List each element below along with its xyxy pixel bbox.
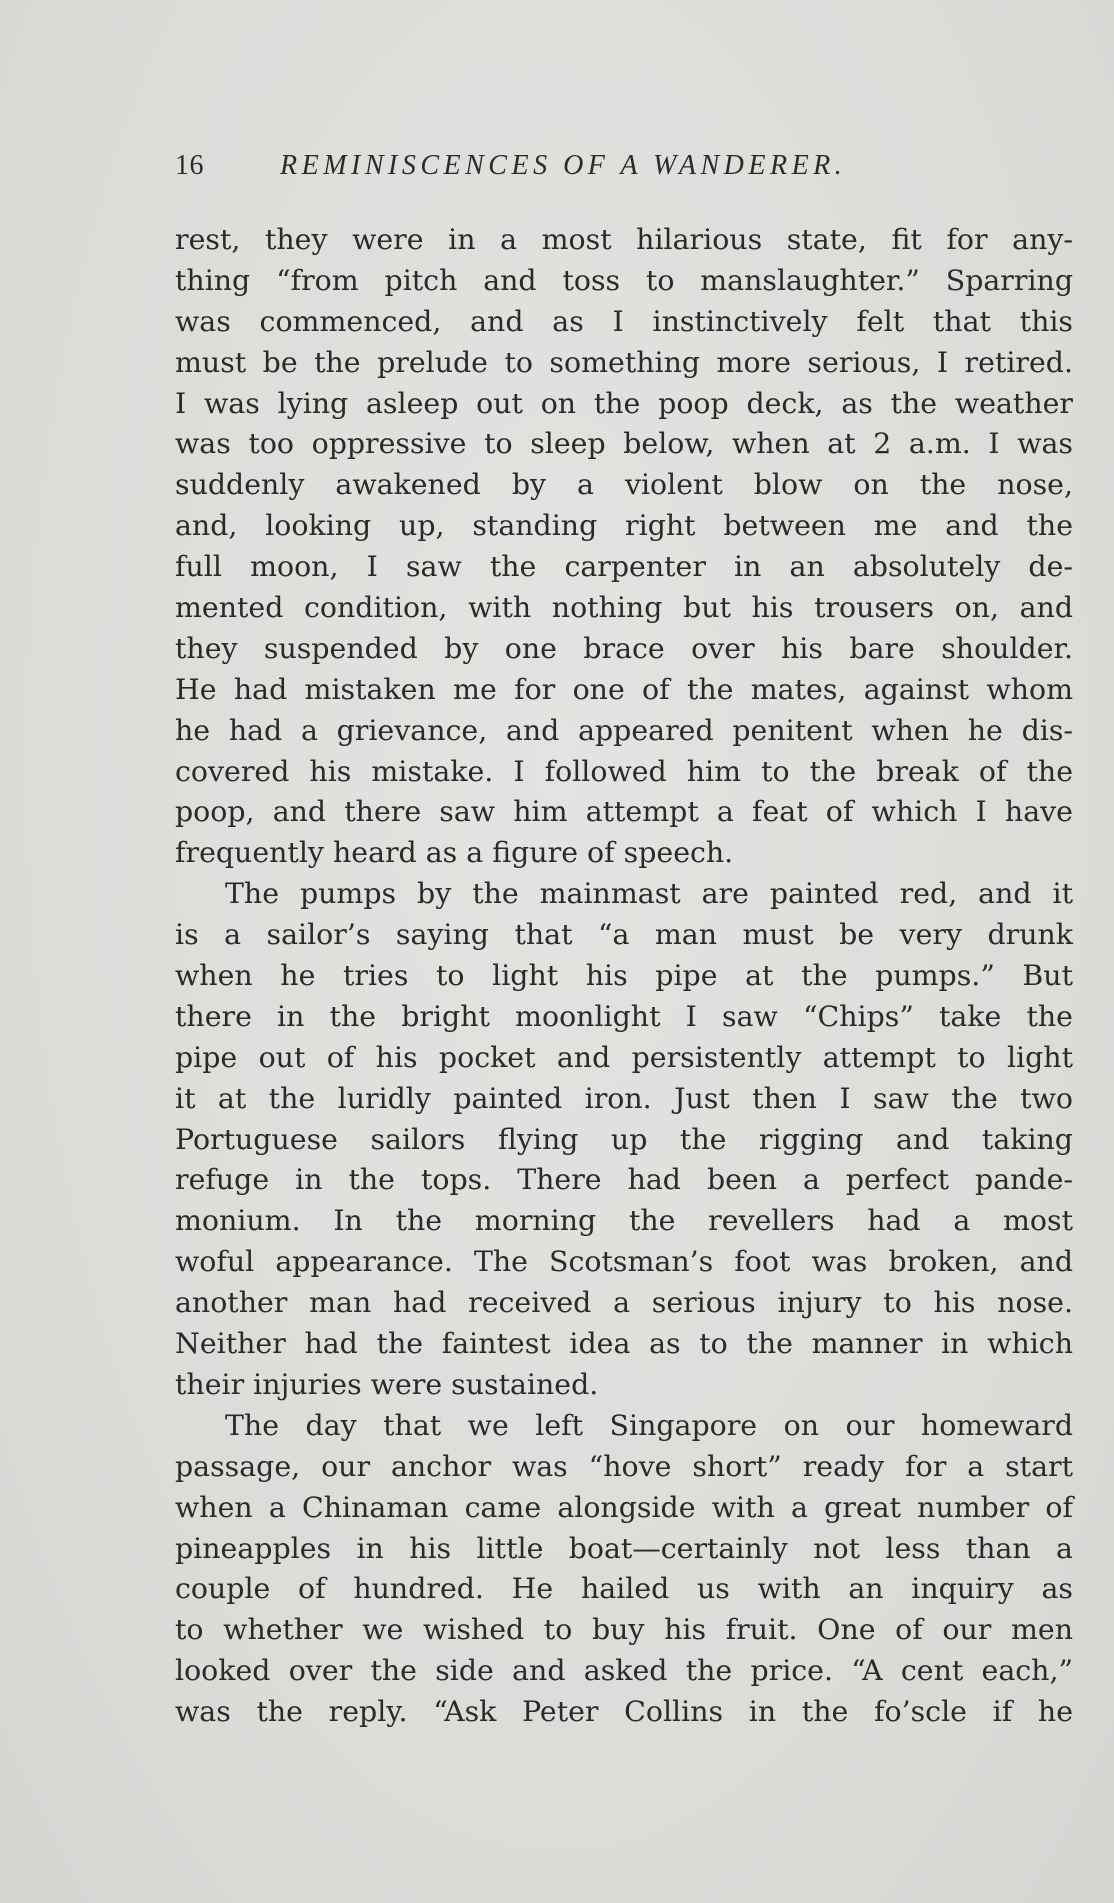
running-title: REMINISCENCES OF A WANDERER. bbox=[280, 150, 847, 181]
text-line: and, looking up, standing right between me and the bbox=[175, 509, 1073, 543]
text-line: there in the bright moonlight I saw “Chips” take the bbox=[175, 999, 1073, 1033]
text-line: when he tries to light his pipe at the pumps.” But bbox=[175, 959, 1073, 993]
text-line: monium. In the morning the revellers had a most bbox=[175, 1204, 1073, 1238]
text-line: couple of hundred. He hailed us with an inquiry as bbox=[175, 1572, 1073, 1606]
text-line: thing “from pitch and toss to manslaughter.” Sparring bbox=[175, 263, 1073, 297]
text-line: refuge in the tops. There had been a perfect pande- bbox=[175, 1163, 1073, 1197]
page-number: 16 bbox=[175, 150, 204, 181]
text-line: The pumps by the mainmast are painted red, and it bbox=[225, 877, 1073, 911]
text-line: it at the luridly painted iron. Just then I saw the two bbox=[175, 1081, 1073, 1115]
text-line: mented condition, with nothing but his trousers on, and bbox=[175, 591, 1073, 625]
text-line: suddenly awakened by a violent blow on the nose, bbox=[175, 468, 1073, 502]
text-line: to whether we wished to buy his fruit. One of our men bbox=[175, 1613, 1073, 1647]
text-line: their injuries were sustained. bbox=[175, 1367, 599, 1401]
paragraph-1 bbox=[175, 220, 1073, 874]
text-line: woful appearance. The Scotsman’s foot was broken, and bbox=[175, 1245, 1073, 1279]
text-line: he had a grievance, and appeared penitent when he dis- bbox=[175, 713, 1073, 747]
text-line: pineapples in his little boat—certainly not less than a bbox=[175, 1531, 1073, 1565]
text-line: covered his mistake. I followed him to the break of the bbox=[175, 754, 1073, 788]
text-line: was the reply. “Ask Peter Collins in the fo’scle if he bbox=[175, 1695, 1073, 1729]
text-line: poop, and there saw him attempt a feat of which I have bbox=[175, 795, 1073, 829]
text-line: frequently heard as a figure of speech. bbox=[175, 836, 734, 870]
text-line: Neither had the faintest idea as to the manner in which bbox=[175, 1327, 1073, 1361]
text-line: Portuguese sailors flying up the rigging and taking bbox=[175, 1122, 1073, 1156]
text-line: was too oppressive to sleep below, when at 2 a.m. I was bbox=[175, 427, 1073, 461]
text-line: rest, they were in a most hilarious state, fit for any- bbox=[175, 223, 1073, 256]
paragraph-3 bbox=[175, 1406, 1073, 1733]
text-line: pipe out of his pocket and persistently attempt to light bbox=[175, 1040, 1073, 1074]
body-text bbox=[175, 220, 1073, 1733]
text-line: looked over the side and asked the price. “A cent each,” bbox=[175, 1654, 1073, 1688]
text-line: is a sailor’s saying that “a man must be very drunk bbox=[175, 918, 1073, 952]
text-line: I was lying asleep out on the poop deck, as the weather bbox=[175, 386, 1073, 420]
text-line: The day that we left Singapore on our homeward bbox=[225, 1408, 1073, 1442]
text-line: they suspended by one brace over his bare shoulder. bbox=[175, 631, 1073, 665]
paragraph-2 bbox=[175, 874, 1073, 1406]
text-line: He had mistaken me for one of the mates, against whom bbox=[175, 672, 1073, 706]
text-line: must be the prelude to something more serious, I retired. bbox=[175, 345, 1073, 379]
text-line: another man had received a serious injury to his nose. bbox=[175, 1286, 1073, 1320]
page-header bbox=[175, 150, 1075, 190]
text-line: was commenced, and as I instinctively felt that this bbox=[175, 304, 1073, 338]
text-line: when a Chinaman came alongside with a great number of bbox=[175, 1490, 1073, 1524]
text-line: passage, our anchor was “hove short” ready for a start bbox=[175, 1449, 1073, 1483]
text-line: full moon, I saw the carpenter in an absolutely de- bbox=[175, 550, 1073, 584]
